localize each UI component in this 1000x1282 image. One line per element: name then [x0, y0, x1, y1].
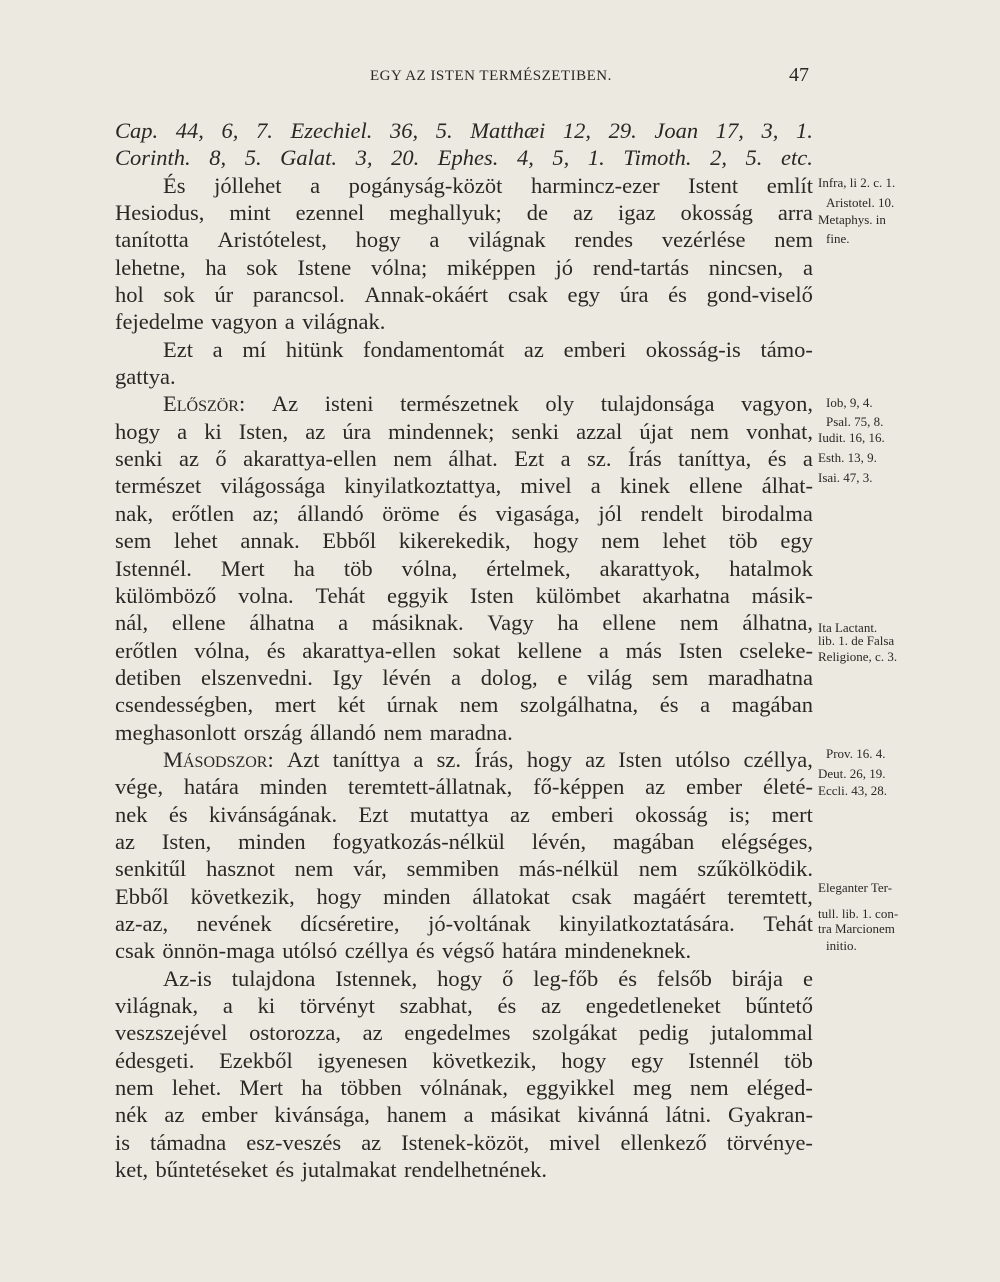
text-line: nak, erőtlen az; állandó öröme és vigasága, jól rendelt birodalma — [115, 500, 813, 526]
text-line: lehetne, ha sok Istene vólna; miképpen jó rend-tartás nincsen, a — [115, 254, 813, 280]
text-line: Először: Az isteni természetnek oly tulajdonsága vagyon, — [163, 391, 813, 417]
text-line: Corinth. 8, 5. Galat. 3, 20. Ephes. 4, 5, 1. Timoth. 2, 5. etc. — [115, 145, 813, 171]
text-line: gattya. — [115, 364, 176, 390]
text-line: hol sok úr parancsol. Annak-okáért csak egy úra és gond-viselő — [115, 282, 813, 308]
margin-note: Deut. 26, 19. — [818, 766, 886, 781]
text-line: nem lehet. Mert ha többen vólnának, eggyikkel meg nem eléged- — [115, 1075, 813, 1101]
text-line: az-az, nevének dícséretire, jó-voltának kinyilatkoztatására. Tehát — [115, 910, 813, 936]
margin-note: tull. lib. 1. con- — [818, 906, 899, 921]
running-title: EGY AZ ISTEN TERMÉSZETIBEN. — [370, 68, 612, 84]
text-line: is támadna esz-veszés az Istenek-közöt, mivel ellenkező törvénye- — [115, 1129, 813, 1155]
margin-note: Ita Lactant. — [818, 620, 878, 635]
text-line: sem lehet annak. Ebből kikerekedik, hogy nem lehet töb egy — [115, 528, 813, 554]
margin-note: Psal. 75, 8. — [826, 414, 884, 429]
text-line: nék az ember kivánsága, hanem a másikat kivánná látni. Gyakran- — [115, 1102, 813, 1128]
text-line: külömböző volna. Tehát eggyik Isten külömbet akarhatna másik- — [115, 582, 813, 608]
text-line: detiben elszenvedni. Igy lévén a dolog, e világ sem maradhatna — [115, 664, 813, 690]
margin-note: fine. — [826, 231, 850, 246]
text-line: És jóllehet a pogányság-közöt harmincz-ezer Istent említ — [163, 172, 813, 198]
margin-note: Eccli. 43, 28. — [818, 783, 887, 798]
text-line: tanította Aristótelest, hogy a világnak rendes vezérlése nem — [115, 227, 813, 253]
text-line: Másodszor: Azt taníttya a sz. Írás, hogy az Isten utólso czéllya, — [163, 746, 813, 772]
margin-note: Isai. 47, 3. — [818, 470, 873, 485]
text-line: természet világossága kinyilatkoztattya, mivel a kinek ellene álhat- — [115, 473, 813, 499]
text-line: csendességben, mert két úrnak nem szolgálhatna, és a magában — [115, 692, 813, 718]
margin-note: tra Marcionem — [818, 921, 895, 936]
section-lead: Másodszor: — [163, 746, 274, 772]
text-line: fejedelme vagyon a világnak. — [115, 309, 386, 335]
text-line: senkitűl hasznot nem vár, semmiben más-nélkül nem szűkölködik. — [115, 856, 813, 882]
text-line: senki az ő akarattya-ellen nem álhat. Ezt a sz. Írás taníttya, és a — [115, 446, 813, 472]
margin-note: Iudit. 16, 16. — [818, 430, 885, 445]
text-line: Hesiodus, mint ezennel meghallyuk; de az igaz okosság arra — [115, 200, 813, 226]
text-line: vége, határa minden teremtett-állatnak, fő-képpen az ember életé- — [115, 774, 813, 800]
margin-note: Iob, 9, 4. — [826, 395, 873, 410]
margin-note: Religione, c. 3. — [818, 649, 898, 664]
margin-note: Esth. 13, 9. — [818, 450, 877, 465]
margin-note: Metaphys. in — [818, 212, 886, 227]
text-line: csak önnön-maga utólsó czéllya és végső határa mindeneknek. — [115, 938, 692, 964]
page-number: 47 — [789, 64, 809, 86]
text-line: erőtlen vólna, és akarattya-ellen sokat kellene a más Isten cseleke- — [115, 637, 813, 663]
text-line: világnak, a ki törvényt szabhat, és az engedetleneket bűntető — [115, 993, 813, 1018]
text-line: meghasonlott ország állandó nem maradna. — [115, 719, 513, 745]
text-line: Az-is tulajdona Istennek, hogy ő leg-főb és felsőb birája e — [163, 965, 813, 991]
margin-note: initio. — [826, 938, 857, 953]
text-line: nek és kivánságának. Ezt mutattya az emberi okosság is; mert — [115, 801, 813, 827]
margin-note: Eleganter Ter- — [818, 880, 893, 895]
margin-note: lib. 1. de Falsa — [818, 633, 895, 648]
text-line: az Isten, minden fogyatkozás-nélkül lévén, magában elégséges, — [115, 828, 813, 854]
text-line: édesgeti. Ezekből igyenesen következik, hogy egy Istennél töb — [115, 1047, 813, 1073]
text-line: veszszejével ostorozza, az engedelmes szolgákat pedig jutalommal — [115, 1020, 813, 1046]
text-line: nál, ellene álhatna a másiknak. Vagy ha ellene nem álhatna, — [115, 610, 813, 636]
margin-note: Aristotel. 10. — [826, 195, 895, 210]
margin-note: Prov. 16. 4. — [826, 746, 886, 761]
text-line: Ebből következik, hogy minden állatokat csak magáért teremtett, — [115, 883, 813, 909]
margin-note: Infra, li 2. c. 1. — [818, 175, 896, 190]
text-line: ket, bűntetéseket és jutalmakat rendelhetnének. — [115, 1157, 548, 1183]
body-text — [115, 117, 813, 1183]
section-lead: Először: — [163, 391, 246, 417]
text-line: hogy a ki Isten, az úra mindennek; senki azzal újat nem vonhat, — [115, 418, 813, 444]
page-header — [0, 64, 1000, 92]
text-line: Istennél. Mert ha töb vólna, értelmek, akarattyok, hatalmok — [115, 555, 813, 581]
text-line: Cap. 44, 6, 7. Ezechiel. 36, 5. Matthæi 12, 29. Joan 17, 3, 1. — [115, 118, 813, 143]
text-line: Ezt a mí hitünk fondamentomát az emberi okosság-is támo- — [163, 336, 813, 362]
